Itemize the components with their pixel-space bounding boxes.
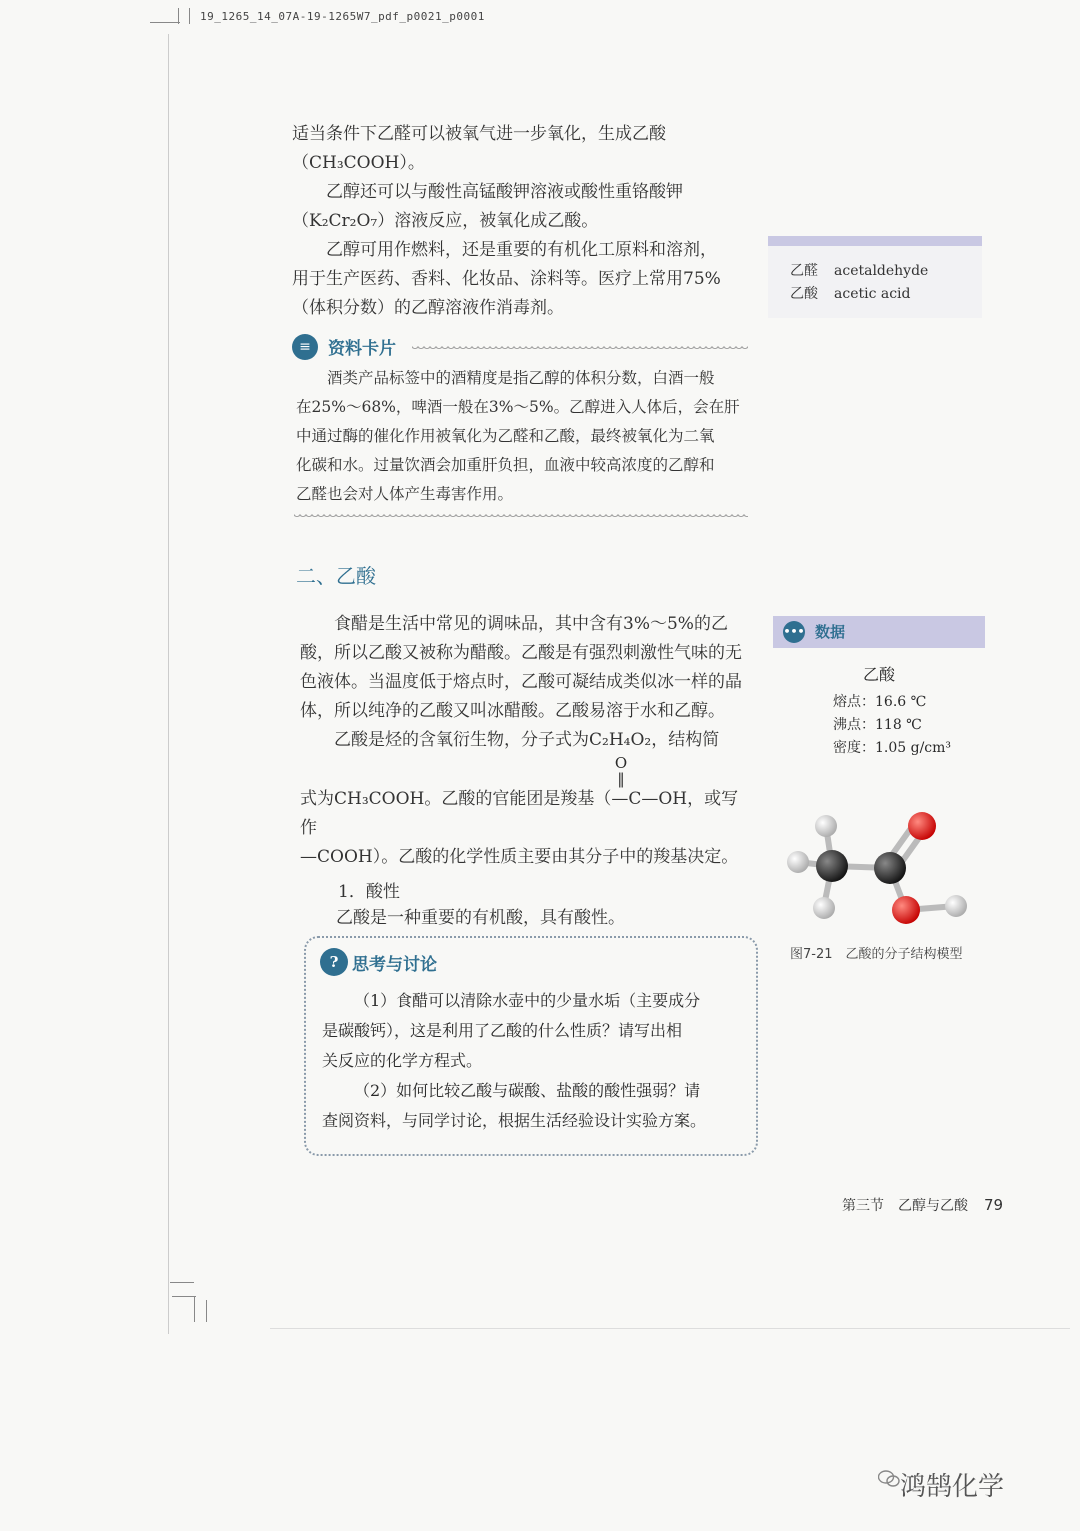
vocab-en: acetic acid	[834, 286, 911, 302]
boiling-point: 沸点：118 ℃	[833, 717, 922, 733]
chapter-label: 第三节 乙醇与乙酸	[842, 1198, 968, 1214]
section-title: 二、乙酸	[296, 564, 376, 588]
text-line: 乙醛也会对人体产生毒害作用。	[296, 485, 514, 503]
scan-mark	[189, 8, 190, 24]
data-box-title: 数据	[815, 623, 846, 641]
text-line: 式为CH₃COOH。乙酸的官能团是羧基（—C—OH，或写作	[300, 789, 739, 838]
text-line: 查阅资料，与同学讨论，根据生活经验设计实验方案。	[322, 1111, 707, 1130]
oxygen-atom	[892, 896, 920, 924]
hydrogen-atom	[787, 851, 809, 873]
discussion-title: 思考与讨论	[352, 955, 437, 975]
text-line: （CH₃COOH）。	[292, 153, 425, 173]
discussion-text	[322, 986, 742, 1136]
text-line: 色液体。当温度低于熔点时，乙酸可凝结成类似冰一样的晶	[300, 672, 742, 692]
vocab-bar	[768, 236, 982, 246]
page-footer	[842, 1195, 1003, 1215]
data-compound-name: 乙酸	[862, 665, 895, 684]
vocab-item	[768, 260, 982, 283]
vocab-en: acetaldehyde	[834, 263, 929, 279]
wavy-divider	[412, 346, 748, 352]
text-line: 中通过酶的催化作用被氧化为乙醛和乙酸，最终被氧化为二氧	[296, 427, 715, 445]
text-line: 在25%～68%，啤酒一般在3%～5%。乙醇进入人体后，会在肝	[296, 398, 740, 416]
oxygen-label: O	[614, 754, 628, 772]
wechat-icon	[878, 1470, 900, 1488]
data-box	[773, 616, 985, 760]
hydrogen-atom	[815, 815, 837, 837]
text-line: 适当条件下乙醛可以被氧气进一步氧化，生成乙酸	[292, 124, 666, 144]
text-line: （K₂Cr₂O₇）溶液反应，被氧化成乙酸。	[292, 211, 599, 231]
wavy-divider	[294, 514, 748, 520]
melting-point: 熔点：16.6 ℃	[833, 694, 927, 710]
vocab-box	[768, 236, 982, 318]
hydrogen-atom	[813, 897, 835, 919]
info-card-text	[296, 364, 748, 509]
oxygen-atom	[908, 812, 936, 840]
chat-icon: •••	[783, 621, 805, 643]
text-line: 酒类产品标签中的酒精度是指乙醇的体积分数，白酒一般	[327, 369, 715, 387]
text-line: 食醋是生活中常见的调味品，其中含有3%～5%的乙	[334, 614, 728, 634]
carbon-atom	[816, 850, 848, 882]
figure-caption: 图7-21 乙酸的分子结构模型	[790, 947, 963, 962]
page-number: 79	[984, 1196, 1004, 1214]
body-text	[300, 610, 752, 872]
scan-header: 19_1265_14_07A-19-1265W7_pdf_p0021_p0001	[200, 10, 485, 23]
text-line: 化碳和水。过量饮酒会加重肝负担，血液中较高浓度的乙醇和	[296, 456, 715, 474]
text-line: 酸，所以乙酸又被称为醋酸。乙酸是有强烈刺激性气味的无	[300, 643, 742, 663]
text-line: —COOH）。乙酸的化学性质主要由其分子中的羧基决定。	[300, 847, 739, 867]
hydrogen-atom	[945, 895, 967, 917]
info-card-title: 资料卡片	[328, 339, 396, 359]
text-line: 是碳酸钙），这是利用了乙酸的什么性质？请写出相	[322, 1021, 683, 1040]
text-line: 体，所以纯净的乙酸又叫冰醋酸。乙酸易溶于水和乙醇。	[300, 701, 725, 721]
acidity-text: 乙酸是一种重要的有机酸，具有酸性。	[336, 908, 625, 928]
intro-text	[292, 120, 748, 323]
scan-mark	[168, 34, 169, 1334]
document-icon: ≡	[292, 334, 318, 360]
vocab-item	[768, 283, 982, 306]
double-bond: ‖	[617, 770, 625, 788]
text-line: （体积分数）的乙醇溶液作消毒剂。	[292, 298, 564, 318]
vocab-zh: 乙醛	[790, 263, 818, 279]
text-line: （1）食醋可以清除水壶中的少量水垢（主要成分	[354, 991, 701, 1010]
scan-mark	[172, 1296, 196, 1297]
scan-mark	[170, 1282, 194, 1283]
text-line: 乙醇还可以与酸性高锰酸钾溶液或酸性重铬酸钾	[326, 182, 683, 202]
text-line: 关反应的化学方程式。	[322, 1051, 483, 1070]
scan-mark	[150, 22, 180, 23]
watermark: 鸿鹄化学	[900, 1472, 1005, 1502]
vocab-zh: 乙酸	[790, 286, 818, 302]
subsection-heading: 1．酸性	[338, 882, 400, 902]
text-line: （2）如何比较乙酸与碳酸、盐酸的酸性强弱？请	[354, 1081, 701, 1100]
scan-mark	[270, 1328, 1070, 1329]
scan-mark	[178, 8, 179, 24]
scan-mark	[194, 1296, 195, 1322]
text-line: 用于生产医药、香料、化妆品、涂料等。医疗上常用75%	[292, 269, 721, 289]
text-line: 乙酸是烃的含氧衍生物，分子式为C₂H₄O₂，结构简	[334, 730, 720, 750]
carbon-atom	[874, 852, 906, 884]
carboxyl-formula-o	[596, 754, 646, 786]
question-icon: ?	[320, 948, 348, 976]
text-line: 乙醇可用作燃料，还是重要的有机化工原料和溶剂，	[326, 240, 717, 260]
data-box-header	[773, 616, 985, 648]
acetic-acid-molecule-model	[780, 804, 980, 934]
density: 密度：1.05 g/cm³	[833, 740, 952, 756]
scan-mark	[206, 1300, 207, 1322]
